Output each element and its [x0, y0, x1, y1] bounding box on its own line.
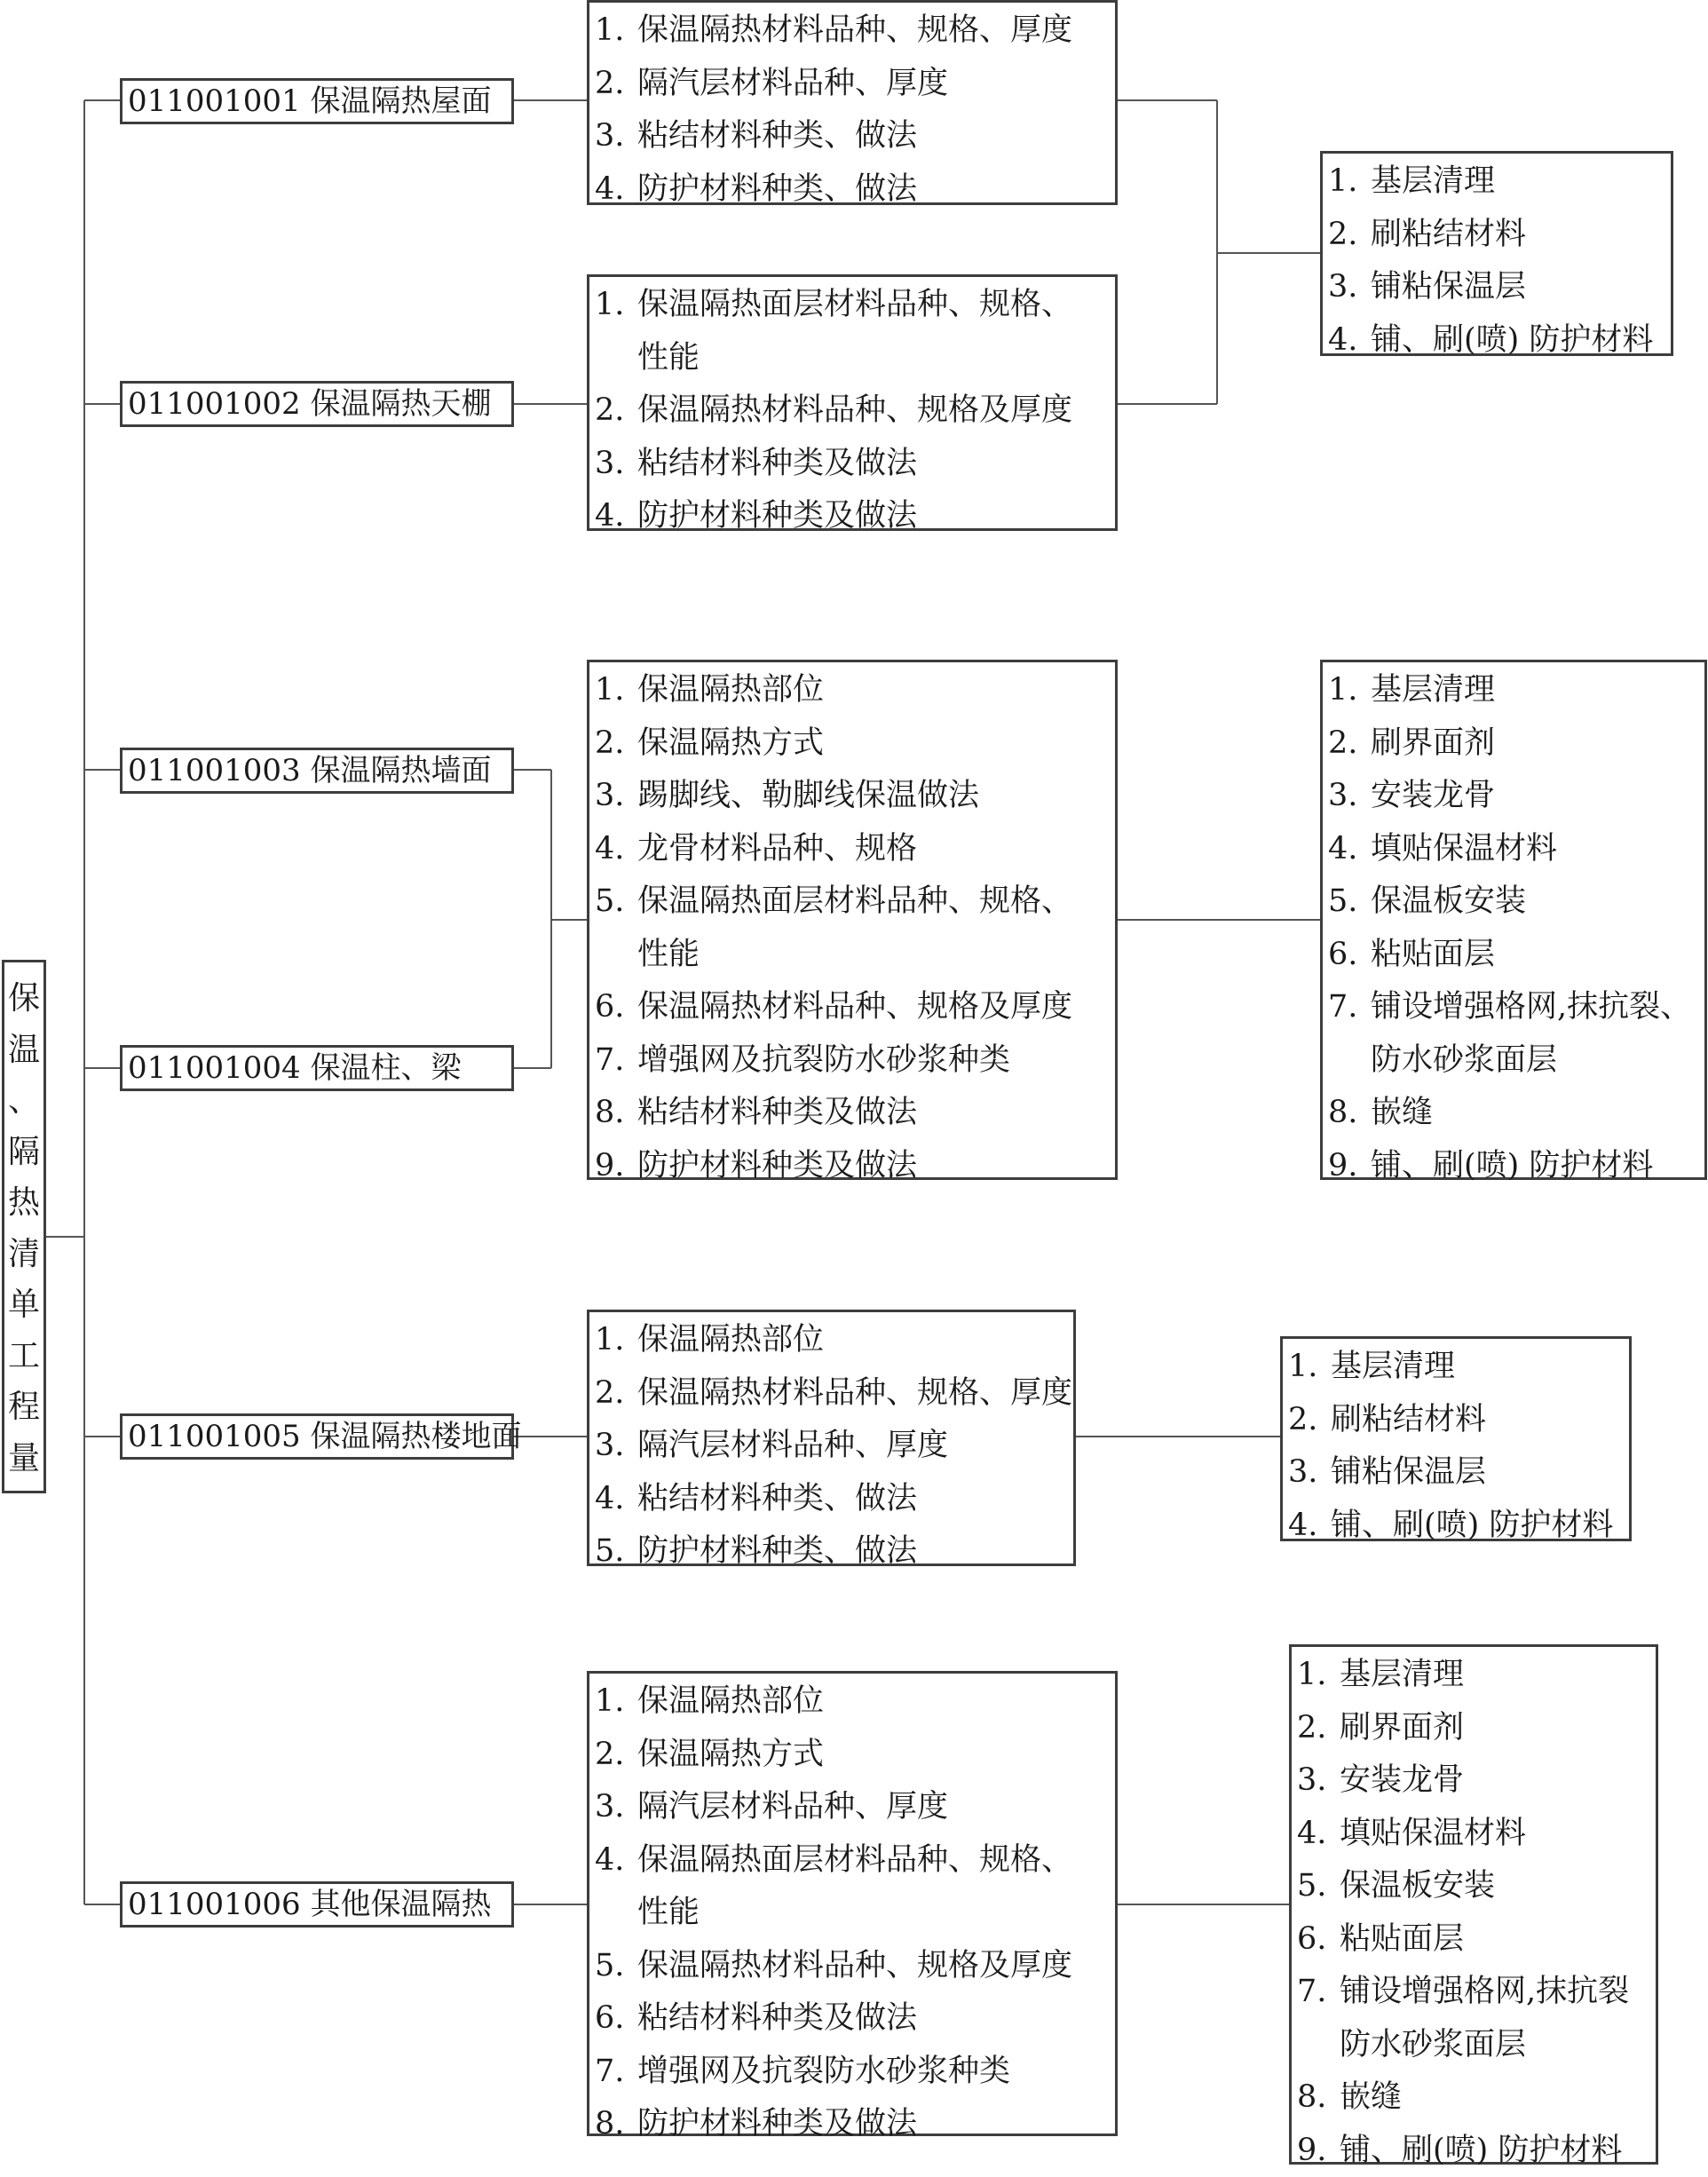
- list-item: [595, 110, 1115, 163]
- item-number: 4.: [1288, 1500, 1331, 1553]
- item-text: 保温板安装: [1371, 875, 1526, 929]
- list-item: [595, 2098, 1115, 2151]
- item-text: 铺、刷(喷) 防护材料: [1340, 2125, 1622, 2177]
- item-text: 防护材料种类及做法: [637, 490, 917, 543]
- item-number: 5.: [595, 1525, 637, 1579]
- list-item: [1328, 929, 1704, 982]
- list-item: [595, 1367, 1073, 1421]
- list-item: [1328, 314, 1671, 368]
- item-text: 嵌缝: [1371, 1087, 1433, 1140]
- list-item: [1328, 717, 1704, 771]
- item-text: 保温隔热面层材料品种、规格、 性能: [637, 1834, 1072, 1940]
- item-number: 4.: [595, 490, 637, 543]
- item-number: 1.: [1288, 1341, 1331, 1394]
- item-number: 2.: [595, 384, 637, 438]
- item-text: 隔汽层材料品种、厚度: [637, 58, 948, 111]
- list-item: [1288, 1394, 1629, 1447]
- item-text: 增强网及抗裂防水砂浆种类: [637, 2046, 1010, 2099]
- item-number: 9.: [1328, 1140, 1371, 1193]
- item-text: 保温隔热部位: [637, 664, 824, 717]
- item-text: 粘结材料种类、做法: [637, 1473, 917, 1526]
- code-box-011001005: 011001005 保温隔热楼地面: [120, 1413, 514, 1460]
- item-text: 踢脚线、勒脚线保温做法: [637, 770, 979, 823]
- code-box-011001006: 011001006 其他保温隔热: [120, 1881, 514, 1928]
- item-text: 隔汽层材料品种、厚度: [637, 1420, 948, 1473]
- list-item: [595, 490, 1115, 543]
- item-number: 4.: [1297, 1808, 1340, 1861]
- item-number: 4.: [595, 163, 637, 217]
- work-content-box-3: [1320, 660, 1707, 1180]
- root-label-char: 温: [4, 1025, 43, 1076]
- item-number: 2.: [595, 717, 637, 771]
- item-text: 刷粘结材料: [1371, 209, 1526, 262]
- item-text: 铺粘保温层: [1371, 261, 1526, 314]
- item-number: 1.: [595, 4, 637, 58]
- code-box-011001001: 011001001 保温隔热屋面: [120, 78, 514, 124]
- list-item: [1297, 1808, 1656, 1861]
- item-number: 8.: [1297, 2071, 1340, 2125]
- root-label-char: 工: [4, 1331, 43, 1382]
- item-text: 保温隔热方式: [637, 1729, 824, 1782]
- code-box-011001004: 011001004 保温柱、梁: [120, 1045, 514, 1091]
- root-label-char: 隔: [4, 1127, 43, 1178]
- item-text: 防护材料种类、做法: [637, 163, 917, 217]
- work-content-box-1: [1320, 151, 1673, 356]
- item-text: 防护材料种类、做法: [637, 1525, 917, 1579]
- feature-box-3: [587, 660, 1118, 1180]
- item-number: 2.: [595, 58, 637, 111]
- item-text: 基层清理: [1371, 155, 1495, 209]
- list-item: [595, 4, 1115, 58]
- item-number: 3.: [595, 1781, 637, 1834]
- list-item: [595, 1034, 1115, 1088]
- item-number: 1.: [595, 1314, 637, 1367]
- list-item: [595, 1940, 1115, 1993]
- item-text: 粘贴面层: [1371, 929, 1495, 982]
- list-item: [595, 384, 1115, 438]
- item-text: 安装龙骨: [1340, 1754, 1464, 1808]
- list-item: [595, 1729, 1115, 1782]
- item-text: 隔汽层材料品种、厚度: [637, 1781, 948, 1834]
- item-text: 铺设增强格网,抹抗裂 防水砂浆面层: [1340, 1966, 1629, 2071]
- feature-box-6: [587, 1671, 1118, 2136]
- root-label-char: 量: [4, 1433, 43, 1484]
- list-item: [1297, 2071, 1656, 2125]
- list-item: [1297, 1966, 1656, 2071]
- item-text: 安装龙骨: [1371, 770, 1495, 823]
- list-item: [595, 163, 1115, 217]
- item-number: 8.: [595, 1087, 637, 1140]
- list-item: [595, 1473, 1073, 1526]
- item-number: 8.: [1328, 1087, 1371, 1140]
- item-number: 3.: [595, 438, 637, 491]
- item-text: 保温隔热材料品种、规格及厚度: [637, 1940, 1072, 1993]
- item-text: 铺、刷(喷) 防护材料: [1371, 314, 1653, 368]
- item-number: 3.: [1328, 261, 1371, 314]
- list-item: [1328, 823, 1704, 876]
- list-item: [1328, 1087, 1704, 1140]
- item-text: 基层清理: [1371, 664, 1495, 717]
- list-item: [595, 717, 1115, 771]
- list-item: [1297, 1860, 1656, 1913]
- list-item: [595, 1675, 1115, 1729]
- item-text: 铺粘保温层: [1331, 1446, 1486, 1500]
- item-number: 6.: [595, 981, 637, 1034]
- feature-box-2: [587, 274, 1118, 531]
- item-number: 1.: [595, 279, 637, 384]
- list-item: [595, 1420, 1073, 1473]
- list-item: [1328, 981, 1704, 1087]
- item-number: 5.: [1297, 1860, 1340, 1913]
- item-text: 防护材料种类及做法: [637, 2098, 917, 2151]
- item-text: 粘结材料种类、做法: [637, 110, 917, 163]
- work-content-box-6: [1289, 1644, 1658, 2165]
- item-number: 1.: [595, 664, 637, 717]
- item-text: 保温隔热方式: [637, 717, 824, 771]
- item-number: 3.: [595, 110, 637, 163]
- item-number: 1.: [595, 1675, 637, 1729]
- item-number: 3.: [1328, 770, 1371, 823]
- root-category-box: [2, 960, 46, 1493]
- item-text: 刷界面剂: [1371, 717, 1495, 771]
- item-number: 3.: [595, 770, 637, 823]
- item-text: 粘结材料种类及做法: [637, 1992, 917, 2046]
- item-number: 7.: [1297, 1966, 1340, 2071]
- list-item: [595, 1087, 1115, 1140]
- item-text: 保温板安装: [1340, 1860, 1495, 1913]
- item-number: 4.: [595, 823, 637, 876]
- list-item: [1297, 1754, 1656, 1808]
- item-number: 5.: [1328, 875, 1371, 929]
- item-text: 保温隔热面层材料品种、规格、 性能: [637, 279, 1072, 384]
- item-number: 1.: [1297, 1649, 1340, 1702]
- item-number: 2.: [1328, 717, 1371, 771]
- item-number: 6.: [595, 1992, 637, 2046]
- list-item: [1288, 1446, 1629, 1500]
- list-item: [595, 1525, 1073, 1579]
- item-number: 4.: [1328, 314, 1371, 368]
- item-text: 刷粘结材料: [1331, 1394, 1486, 1447]
- root-label-char: 清: [4, 1229, 43, 1280]
- list-item: [595, 664, 1115, 717]
- item-text: 填贴保温材料: [1371, 823, 1557, 876]
- code-box-011001002: 011001002 保温隔热天棚: [120, 381, 514, 427]
- item-number: 7.: [1328, 981, 1371, 1087]
- root-label-char: 单: [4, 1279, 43, 1331]
- item-text: 粘结材料种类及做法: [637, 438, 917, 491]
- item-text: 保温隔热材料品种、规格、厚度: [637, 1367, 1072, 1421]
- item-number: 6.: [1328, 929, 1371, 982]
- item-text: 保温隔热部位: [637, 1675, 824, 1729]
- item-number: 4.: [595, 1834, 637, 1940]
- item-number: 3.: [595, 1420, 637, 1473]
- item-number: 7.: [595, 2046, 637, 2099]
- item-text: 铺、刷(喷) 防护材料: [1331, 1500, 1613, 1553]
- list-item: [1328, 209, 1671, 262]
- list-item: [1297, 2125, 1656, 2177]
- item-text: 基层清理: [1331, 1341, 1455, 1394]
- item-text: 防护材料种类及做法: [637, 1140, 917, 1193]
- list-item: [595, 1992, 1115, 2046]
- item-text: 基层清理: [1340, 1649, 1464, 1702]
- feature-box-5: [587, 1310, 1076, 1566]
- list-item: [1297, 1702, 1656, 1755]
- list-item: [595, 279, 1115, 384]
- item-number: 4.: [595, 1473, 637, 1526]
- list-item: [1288, 1500, 1629, 1553]
- item-number: 1.: [1328, 664, 1371, 717]
- list-item: [1328, 664, 1704, 717]
- list-item: [595, 438, 1115, 491]
- item-text: 龙骨材料品种、规格: [637, 823, 917, 876]
- work-content-box-5: [1280, 1336, 1632, 1541]
- list-item: [595, 1781, 1115, 1834]
- list-item: [595, 1140, 1115, 1193]
- item-text: 填贴保温材料: [1340, 1808, 1526, 1861]
- item-text: 粘贴面层: [1340, 1913, 1464, 1967]
- list-item: [1328, 770, 1704, 823]
- item-number: 8.: [595, 2098, 637, 2151]
- item-text: 增强网及抗裂防水砂浆种类: [637, 1034, 1010, 1088]
- list-item: [595, 770, 1115, 823]
- item-number: 7.: [595, 1034, 637, 1088]
- item-number: 9.: [1297, 2125, 1340, 2177]
- item-text: 保温隔热部位: [637, 1314, 824, 1367]
- item-number: 5.: [595, 875, 637, 981]
- item-number: 2.: [595, 1729, 637, 1782]
- list-item: [1328, 261, 1671, 314]
- item-number: 4.: [1328, 823, 1371, 876]
- item-text: 铺设增强格网,抹抗裂、 防水砂浆面层: [1371, 981, 1691, 1087]
- list-item: [595, 58, 1115, 111]
- root-label-char: 程: [4, 1381, 43, 1433]
- item-text: 嵌缝: [1340, 2071, 1402, 2125]
- item-number: 2.: [1297, 1702, 1340, 1755]
- root-label-char: 保: [4, 973, 43, 1025]
- list-item: [595, 981, 1115, 1034]
- item-text: 保温隔热面层材料品种、规格、 性能: [637, 875, 1072, 981]
- item-text: 刷界面剂: [1340, 1702, 1464, 1755]
- list-item: [1328, 155, 1671, 209]
- list-item: [595, 1314, 1073, 1367]
- item-number: 2.: [595, 1367, 637, 1421]
- item-number: 3.: [1297, 1754, 1340, 1808]
- list-item: [595, 2046, 1115, 2099]
- list-item: [1297, 1913, 1656, 1967]
- item-number: 2.: [1288, 1394, 1331, 1447]
- item-number: 3.: [1288, 1446, 1331, 1500]
- item-text: 粘结材料种类及做法: [637, 1087, 917, 1140]
- list-item: [595, 1834, 1115, 1940]
- list-item: [595, 875, 1115, 981]
- list-item: [1288, 1341, 1629, 1394]
- feature-box-1: [587, 0, 1118, 205]
- item-text: 保温隔热材料品种、规格及厚度: [637, 981, 1072, 1034]
- item-number: 5.: [595, 1940, 637, 1993]
- item-number: 1.: [1328, 155, 1371, 209]
- root-label-char: 、: [4, 1075, 43, 1127]
- code-box-011001003: 011001003 保温隔热墙面: [120, 748, 514, 794]
- item-text: 保温隔热材料品种、规格、厚度: [637, 4, 1072, 58]
- root-label-char: 热: [4, 1177, 43, 1229]
- list-item: [595, 823, 1115, 876]
- list-item: [1297, 1649, 1656, 1702]
- item-number: 2.: [1328, 209, 1371, 262]
- item-text: 保温隔热材料品种、规格及厚度: [637, 384, 1072, 438]
- list-item: [1328, 875, 1704, 929]
- item-text: 铺、刷(喷) 防护材料: [1371, 1140, 1653, 1193]
- list-item: [1328, 1140, 1704, 1193]
- item-number: 6.: [1297, 1913, 1340, 1967]
- item-number: 9.: [595, 1140, 637, 1193]
